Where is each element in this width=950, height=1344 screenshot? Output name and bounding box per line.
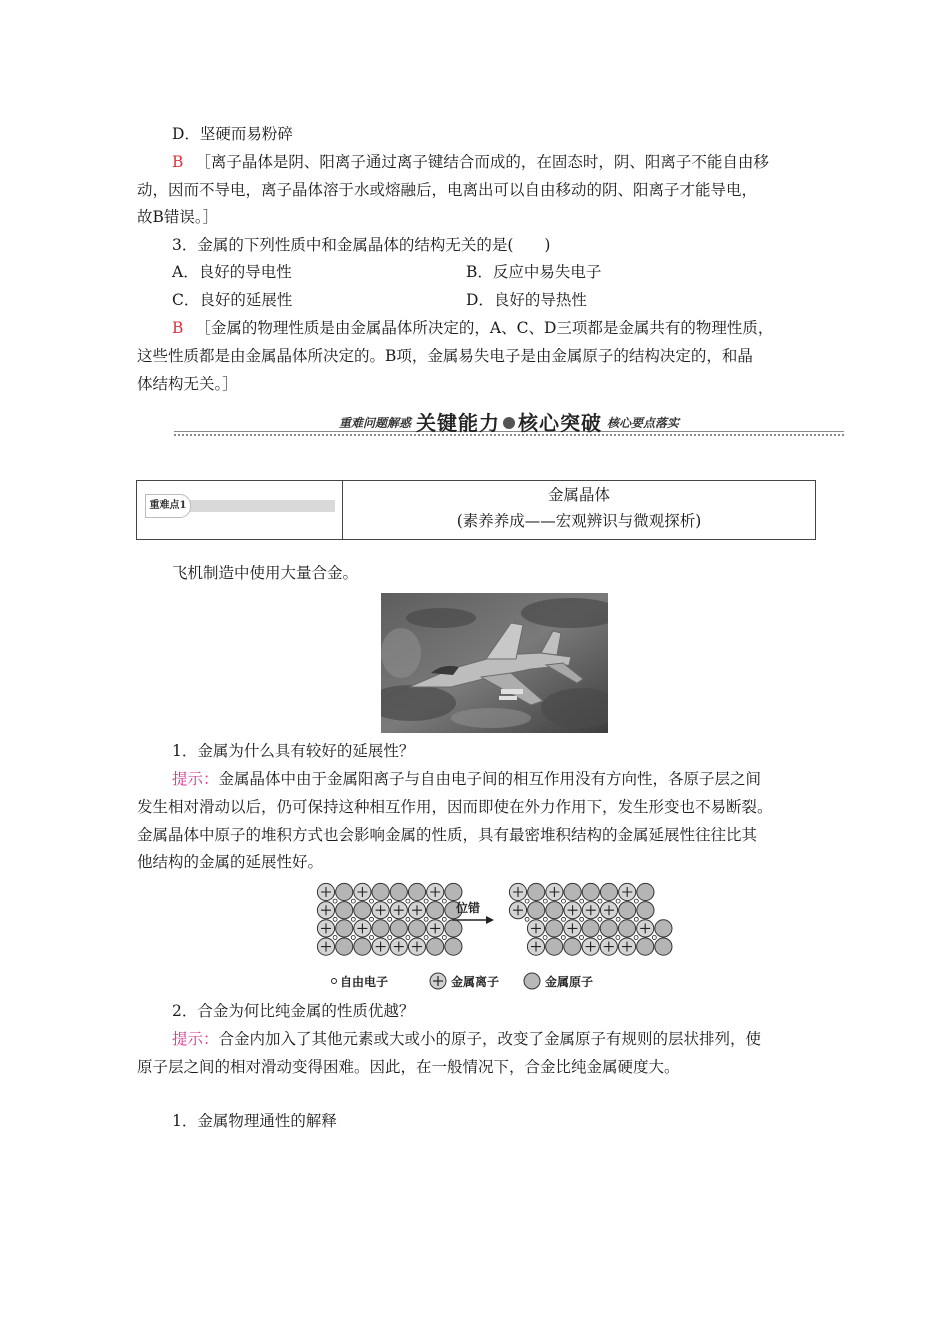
free-electron-icon (370, 917, 374, 921)
free-electron-icon (370, 899, 374, 903)
banner-separator-icon (503, 417, 515, 429)
q3-answer-letter: B (172, 319, 184, 337)
metal-atom-icon (655, 938, 672, 955)
q1-hint-label: 提示： (172, 770, 219, 788)
metal-atom-icon (445, 938, 462, 955)
q2-option-d: D．坚硬而易粉碎 (172, 125, 293, 143)
q1-hint-4: 他结构的金属的延展性好。 (137, 853, 324, 871)
free-electron-icon (543, 936, 547, 940)
metal-atom-icon (528, 902, 545, 919)
metal-atom-icon (637, 883, 654, 900)
metal-atom-icon (564, 883, 581, 900)
free-electron-icon (598, 899, 602, 903)
q2-answer-letter: B (172, 153, 184, 171)
free-electron-icon (616, 917, 620, 921)
metal-atom-icon (546, 920, 563, 937)
metal-atom-icon (354, 902, 371, 919)
q2b-stem: 2．合金为何比纯金属的性质优越？ (172, 1002, 415, 1020)
free-electron-icon (562, 917, 566, 921)
dislocation-arrow-label: 位错 (455, 901, 481, 915)
free-electron-icon (598, 917, 602, 921)
free-electron-icon (388, 917, 392, 921)
free-electron-icon (598, 936, 602, 940)
lattice-after-group (509, 883, 672, 955)
q2b-hint (172, 1029, 852, 1049)
metal-atom-icon (427, 938, 444, 955)
metal-atom-icon (618, 920, 635, 937)
free-electron-icon (406, 936, 410, 940)
free-electron-icon (634, 917, 638, 921)
figure-legend (332, 973, 594, 989)
metal-atom-icon (390, 920, 407, 937)
metal-atom-icon (336, 920, 353, 937)
legend-ion: 金属离子 (451, 975, 500, 989)
free-electron-icon (351, 936, 355, 940)
free-electron-icon (616, 936, 620, 940)
metal-atom-icon (546, 902, 563, 919)
banner-left-text: 重难问题解惑 (339, 416, 412, 430)
q1-hint (172, 769, 852, 789)
free-electron-icon (388, 936, 392, 940)
q3-option-c: C．良好的延展性 (172, 291, 293, 309)
metal-atom-icon (336, 902, 353, 919)
metal-atom-icon (408, 920, 425, 937)
free-electron-icon (634, 899, 638, 903)
metal-atom-icon (336, 938, 353, 955)
key-point-title-cell (343, 481, 815, 539)
metal-atom-icon (600, 883, 617, 900)
free-electron-icon (442, 899, 446, 903)
metal-atom-icon (354, 938, 371, 955)
intro-text: 飞机制造中使用大量合金。 (172, 564, 359, 582)
metal-atom-icon (582, 920, 599, 937)
q2b-hint-2: 原子层之间的相对滑动变得困难。因此，在一般情况下，合金比纯金属硬度大。 (137, 1058, 680, 1076)
free-electron-icon (580, 936, 584, 940)
q1-hint-3: 金属晶体中原子的堆积方式也会影响金属的性质，具有最密堆积结构的金属延展性往往比其 (137, 826, 758, 844)
q3-option-b: B．反应中易失电子 (466, 263, 602, 281)
metal-atom-icon (637, 938, 654, 955)
key-point-box (136, 480, 816, 540)
metal-atom-icon (390, 883, 407, 900)
q2-answer (172, 152, 852, 172)
q3-answer (172, 318, 852, 338)
banner-right-text: 核心要点落实 (606, 416, 679, 430)
metal-atom-icon (619, 902, 636, 919)
q3-explanation-3: 体结构无关。］ (137, 375, 238, 393)
metal-atom-icon (372, 883, 389, 900)
free-electron-icon (406, 917, 410, 921)
free-electron-icon (351, 899, 355, 903)
key-point-tag-cell (137, 481, 343, 539)
q2-explanation-2: 动，因而不导电，离子晶体溶于水或熔融后，电离出可以自由移动的阴、阳离子才能导电， (137, 181, 758, 199)
q3-stem: 3．金属的下列性质中和金属晶体的结构无关的是( ) (172, 236, 551, 254)
metal-atom-icon (408, 883, 425, 900)
metal-atom-icon (524, 973, 540, 989)
free-electron-icon (370, 936, 374, 940)
free-electron-icon (634, 936, 638, 940)
metal-atom-icon (427, 902, 444, 919)
metal-atom-icon (600, 920, 617, 937)
q2-explanation-1: ［离子晶体是阴、阳离子通过离子键结合而成的，在固态时，阴、阳离子不能自由移 (195, 153, 769, 171)
free-electron-icon (442, 936, 446, 940)
banner-main-left: 关键能力 (416, 411, 500, 435)
free-electron-icon (442, 917, 446, 921)
free-electron-icon (424, 899, 428, 903)
banner-main-right: 核心突破 (518, 411, 602, 435)
free-electron-icon (580, 917, 584, 921)
metal-atom-icon (445, 883, 462, 900)
legend-electron: 自由电子 (340, 975, 389, 989)
key-point-tag: 重难点1 (145, 494, 191, 518)
q2b-hint-label: 提示： (172, 1030, 219, 1048)
free-electron-icon (406, 899, 410, 903)
free-electron-icon (525, 899, 529, 903)
lattice-before-group (317, 883, 462, 955)
q1-stem: 1．金属为什么具有较好的延展性？ (172, 742, 415, 760)
free-electron-icon (351, 917, 355, 921)
metal-ion-icon (430, 973, 446, 989)
free-electron-icon (332, 979, 337, 984)
metal-atom-icon (372, 920, 389, 937)
q2b-hint-1: 合金内加入了其他元素或大或小的原子，改变了金属原子有规则的层状排列，使 (218, 1030, 762, 1048)
free-electron-icon (424, 936, 428, 940)
free-electron-icon (652, 936, 656, 940)
legend-atom: 金属原子 (545, 975, 594, 989)
free-electron-icon (388, 899, 392, 903)
metal-atom-icon (582, 883, 599, 900)
metal-atom-icon (655, 920, 672, 937)
q1-hint-1: 金属晶体中由于金属阳离子与自由电子间的相互作用没有方向性，各原子层之间 (218, 770, 762, 788)
q2-explanation-3: 故B错误。］ (137, 208, 219, 226)
free-electron-icon (580, 899, 584, 903)
dislocation-lattice-diagram (310, 880, 680, 995)
free-electron-icon (333, 917, 337, 921)
q3-explanation-1: ［金属的物理性质是由金属晶体所决定的，A、C、D三项都是金属共有的物理性质， (195, 319, 774, 337)
free-electron-icon (562, 899, 566, 903)
metal-atom-icon (528, 883, 545, 900)
metal-atom-icon (637, 902, 654, 919)
q3-explanation-2: 这些性质都是由金属晶体所决定的。B项，金属易失电子是由金属原子的结构决定的，和晶 (137, 347, 753, 365)
key-point-subtitle: (素养养成——宏观辨识与微观探析) (456, 512, 702, 530)
free-electron-icon (333, 936, 337, 940)
free-electron-icon (333, 899, 337, 903)
metal-atom-icon (445, 920, 462, 937)
metal-atom-icon (336, 883, 353, 900)
metal-atom-icon (546, 938, 563, 955)
free-electron-icon (616, 899, 620, 903)
free-electron-icon (543, 899, 547, 903)
q3-option-d: D．良好的导热性 (466, 291, 587, 309)
section-heading-1: 1．金属物理通性的解释 (172, 1112, 337, 1130)
free-electron-icon (424, 917, 428, 921)
q1-hint-2: 发生相对滑动以后，仍可保持这种相互作用，因而即使在外力作用下，发生形变也不易断裂。 (137, 798, 773, 816)
free-electron-icon (543, 917, 547, 921)
fighter-jet-photo (381, 593, 608, 733)
section-banner (174, 407, 844, 439)
metal-atom-icon (564, 938, 581, 955)
q3-option-a: A．良好的导电性 (172, 263, 292, 281)
key-point-title: 金属晶体 (547, 486, 610, 504)
free-electron-icon (525, 917, 529, 921)
free-electron-icon (561, 936, 565, 940)
